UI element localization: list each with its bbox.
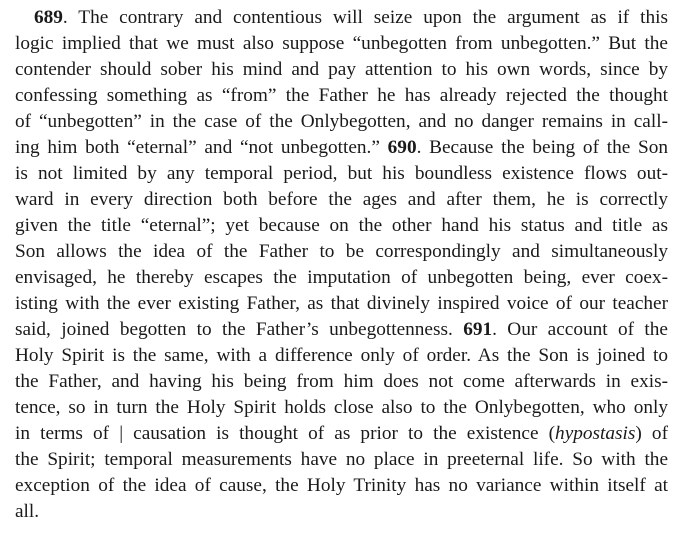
text-line: exception of the idea of cause, the Holy Trinity has no variance within itself at (15, 475, 668, 496)
text-line (15, 135, 668, 161)
text-segment: ) of (635, 423, 668, 444)
text-line: logic implied that we must also suppose “unbegotten from unbegotten.” But the (15, 33, 668, 54)
text-line: the Father, and having his being from him does not come afterwards in exis- (15, 371, 668, 392)
text-line: the Spirit; temporal measurements have no place in preeternal life. So with the (15, 449, 668, 470)
text-line: of “unbegotten” in the case of the Onlybegotten, and no danger remains in call- (15, 111, 668, 132)
italic-term: hypostasis (555, 423, 636, 444)
text-line: is not limited by any temporal period, but his boundless existence flows out- (15, 163, 668, 184)
text-line: all. (15, 501, 40, 522)
text-line (34, 5, 668, 31)
text-segment: . Because the being of the Son (416, 137, 669, 158)
text-line: Holy Spirit is the same, with a difference only of order. As the Son is joined to (15, 345, 668, 366)
text-segment: said, joined begotten to the Father’s unbegottenness. (15, 319, 464, 340)
section-number: 691 (463, 319, 493, 340)
text-line (15, 317, 668, 343)
section-number: 690 (387, 137, 417, 158)
text-line: given the title “eternal”; yet because on the other hand his status and title as (15, 215, 668, 236)
text-line: isting with the ever existing Father, as that divinely inspired voice of our teacher (15, 293, 668, 314)
section-number: 689 (34, 7, 63, 28)
text-segment: in terms of | causation is thought of as prior to the existence ( (15, 423, 556, 444)
text-line: tence, so in turn the Holy Spirit holds close also to the Onlybegotten, who only (15, 397, 668, 418)
text-line: contender should sober his mind and pay attention to his own words, since by (15, 59, 668, 80)
text-segment: ing him both “eternal” and “not unbegotten.” (15, 137, 388, 158)
text-line: envisaged, he thereby escapes the imputation of unbegotten being, ever coex- (15, 267, 668, 288)
text-segment: . The contrary and contentious will seize upon the argument as if this (62, 7, 668, 28)
text-line: Son allows the idea of the Father to be correspondingly and simultaneously (15, 241, 668, 262)
text-line: ward in every direction both before the ages and after them, he is correctly (15, 189, 668, 210)
text-segment: . Our account of the (492, 319, 668, 340)
text-line (15, 421, 668, 447)
text-line: confessing something as “from” the Father he has already rejected the thought (15, 85, 668, 106)
